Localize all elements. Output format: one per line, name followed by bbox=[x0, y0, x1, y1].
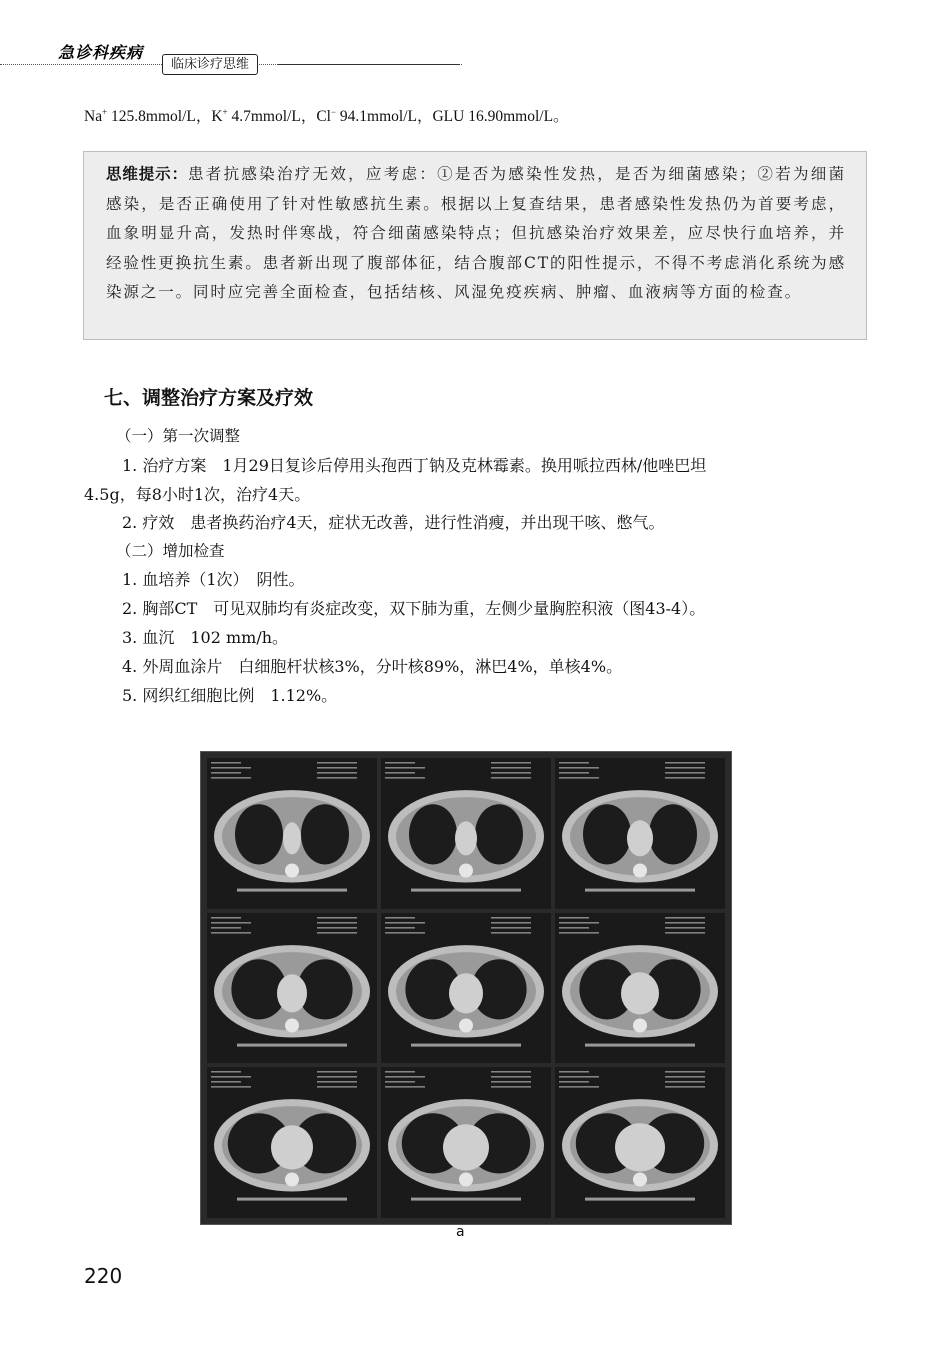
exam-item: 3. 血沉 102 mm/h。 bbox=[122, 628, 289, 647]
treatment-plan-line2: 4.5g，每8小时1次，治疗4天。 bbox=[84, 485, 311, 504]
ct-slice-image bbox=[555, 758, 725, 909]
running-header-brand: 急诊科疾病 bbox=[58, 43, 144, 62]
page-number: 220 bbox=[84, 1264, 123, 1288]
figure-label: a bbox=[456, 1224, 465, 1240]
ct-slice-image bbox=[207, 758, 377, 909]
exam-item: 4. 外周血涂片 白细胞杆状核3%，分叶核89%，淋巴4%，单核4%。 bbox=[122, 657, 623, 676]
ct-slice-image bbox=[207, 913, 377, 1064]
subsection-first-adjustment: （一）第一次调整 bbox=[116, 427, 241, 445]
ct-slice-image bbox=[555, 1067, 725, 1218]
ct-slice-image bbox=[381, 1067, 551, 1218]
exam-item: 2. 胸部CT 可见双肺均有炎症改变，双下肺为重，左侧少量胸腔积液（图43-4）。 bbox=[122, 599, 706, 618]
ct-slice-image bbox=[555, 913, 725, 1064]
treatment-effect: 2. 疗效 患者换药治疗4天，症状无改善，进行性消瘦，并出现干咳、憋气。 bbox=[122, 513, 665, 532]
header-solid-rule bbox=[278, 64, 460, 65]
ct-slice-image bbox=[381, 758, 551, 909]
exam-item: 5. 网织红细胞比例 1.12%。 bbox=[122, 686, 338, 705]
treatment-plan-line1: 1. 治疗方案 1月29日复诊后停用头孢西丁钠及克林霉素。换用哌拉西林/他唑巴坦 bbox=[122, 456, 707, 475]
ct-slice-image bbox=[207, 1067, 377, 1218]
thinking-hint-text: 思维提示：患者抗感染治疗无效，应考虑：①是否为感染性发热，是否为细菌感染；②若为细菌感染，是否正确使用了针对性敏感抗生素。根据以上复查结果，患者感染性发热仍为首要考虑，血象明显升高，发热时伴寒战，符合细菌感染特点；但抗感染治疗效果差，应尽快行血培养，并经验性更换抗生素。患者新出现了腹部体征，结合腹部CT的阳性提示，不得不考虑消化系统为感染源之一。同时应完善全面检查，包括结核、风湿免疫疾病、肿瘤、血液病等方面的检查。 bbox=[106, 165, 846, 302]
subsection-additional-exams: （二）增加检查 bbox=[116, 542, 225, 560]
thinking-hint-box bbox=[83, 151, 867, 340]
chest-ct-figure bbox=[200, 751, 732, 1225]
ct-slice-image bbox=[381, 913, 551, 1064]
thinking-hint-label: 思维提示： bbox=[106, 165, 188, 183]
running-header-tag: 临床诊疗思维 bbox=[162, 54, 258, 75]
lab-values-line: Na+ 125.8mmol/L，K+ 4.7mmol/L，Cl− 94.1mmol/L，GLU 16.90mmol/L。 bbox=[84, 106, 569, 125]
section-title: 七、调整治疗方案及疗效 bbox=[104, 387, 314, 409]
exam-item: 1. 血培养（1次） 阴性。 bbox=[122, 570, 305, 589]
